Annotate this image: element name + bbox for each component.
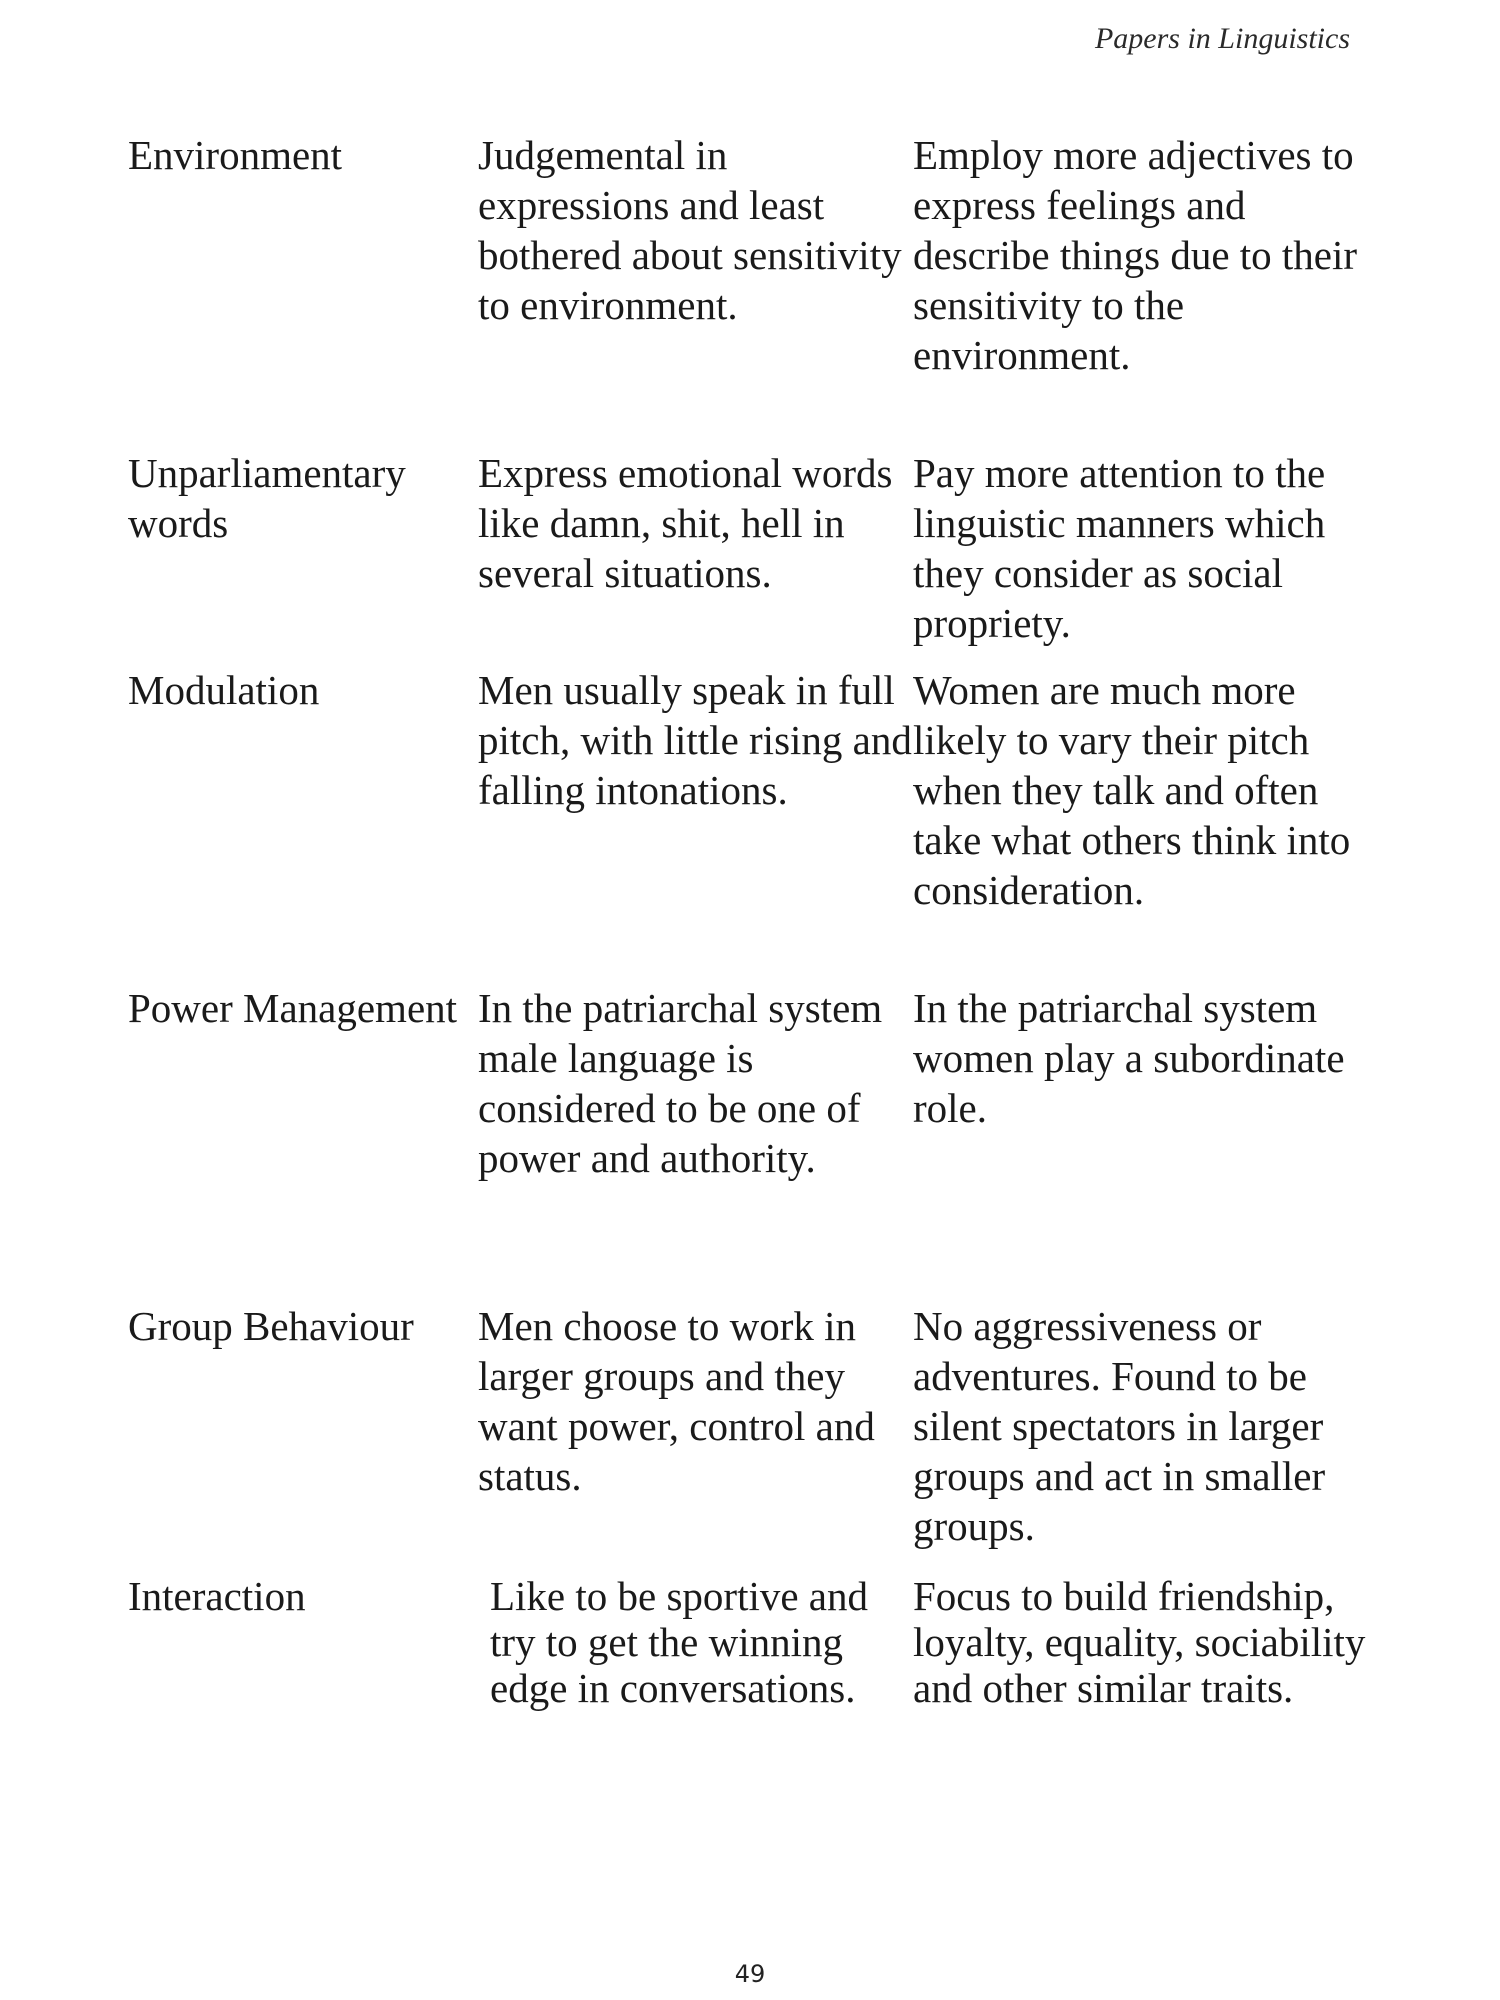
running-header: Papers in Linguistics bbox=[1094, 22, 1350, 55]
comparison-table bbox=[128, 130, 1368, 1711]
women-cell: Employ more adjectives to express feelings and describe things due to their sensitivity to the environment. bbox=[913, 132, 1358, 378]
men-cell: Men choose to work in larger groups and they want power, control and status. bbox=[478, 1303, 875, 1499]
table-row bbox=[128, 665, 1368, 983]
women-cell: Pay more attention to the linguistic manners which they consider as social propriety. bbox=[913, 450, 1326, 646]
aspect-cell: Environment bbox=[128, 132, 343, 178]
table-row bbox=[128, 130, 1368, 448]
women-cell: Focus to build friendship, loyalty, equality, sociability and other similar traits. bbox=[913, 1573, 1366, 1711]
men-cell: In the patriarchal system male language is considered to be one of power and authority. bbox=[478, 985, 883, 1181]
table-row bbox=[128, 448, 1368, 665]
men-cell: Express emotional words like damn, shit, hell in several situations. bbox=[478, 450, 893, 596]
table-row bbox=[128, 1573, 1368, 1711]
men-cell: Men usually speak in full pitch, with little rising and falling intonations. bbox=[478, 667, 912, 813]
page-number: 49 bbox=[734, 1960, 766, 1988]
aspect-cell: Interaction bbox=[128, 1573, 306, 1619]
table-row bbox=[128, 983, 1368, 1301]
aspect-cell: Group Behaviour bbox=[128, 1303, 414, 1349]
aspect-cell: Power Management bbox=[128, 985, 458, 1031]
women-cell: Women are much more likely to vary their pitch when they talk and often take what others think into consideration. bbox=[913, 667, 1351, 913]
table-row bbox=[128, 1301, 1368, 1573]
aspect-cell: Unparliamentary words bbox=[128, 450, 406, 546]
women-cell: In the patriarchal system women play a subordinate role. bbox=[913, 985, 1345, 1131]
men-cell: Judgemental in expressions and least bothered about sensitivity to environment. bbox=[478, 132, 902, 328]
aspect-cell: Modulation bbox=[128, 667, 320, 713]
men-cell: Like to be sportive and try to get the winning edge in conversations. bbox=[490, 1573, 869, 1711]
women-cell: No aggressiveness or adventures. Found to be silent spectators in larger groups and act in smaller groups. bbox=[913, 1303, 1326, 1549]
